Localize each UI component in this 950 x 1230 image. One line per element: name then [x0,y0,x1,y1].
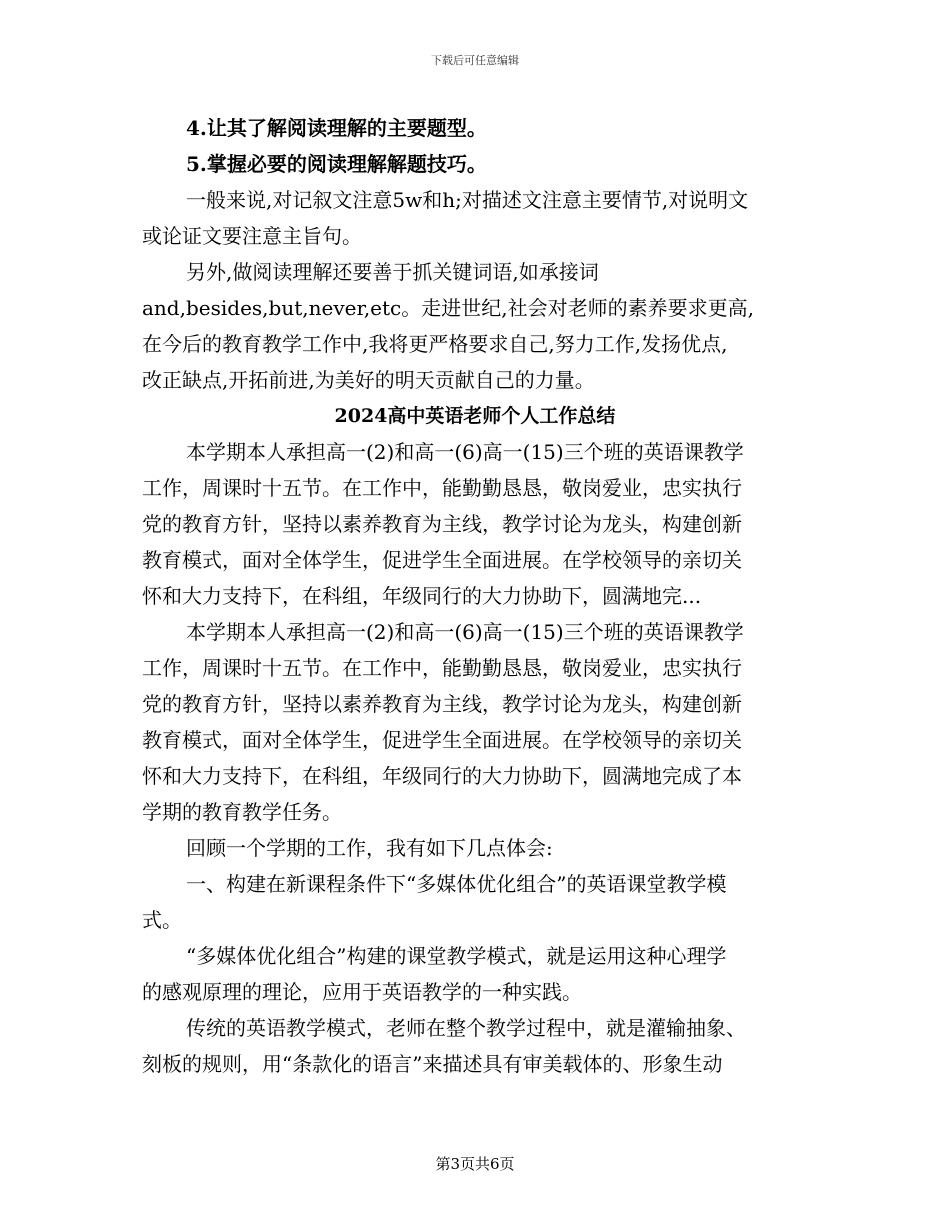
text-line: 另外,做阅读理解还要善于抓关键词语,如承接词 [186,260,599,284]
text-line: 一、构建在新课程条件下“多媒体优化组合”的英语课堂教学模 [186,872,727,896]
text-line: 或论证文要注意主旨句。 [142,224,362,248]
page-number: 第3页共6页 [435,1155,515,1173]
text-line: 式。 [142,908,182,932]
page-header: 下载后可任意编辑 [431,54,519,67]
text-line: 本学期本人承担高一(2)和高一(6)高一(15)三个班的英语课教学 [186,620,744,644]
text-line: 5.掌握必要的阅读理解解题技巧。 [186,152,487,176]
text-line: 改正缺点,开拓前进,为美好的明天贡献自己的力量。 [142,368,595,392]
text-line: 一般来说,对记叙文注意5w和h;对描述文注意主要情节,对说明文 [186,188,749,212]
text-line: 回顾一个学期的工作，我有如下几点体会: [186,836,553,860]
text-line: 本学期本人承担高一(2)和高一(6)高一(15)三个班的英语课教学 [186,440,744,464]
text-line: 工作，周课时十五节。在工作中，能勤勤恳恳，敬岗爱业，忠实执行 [142,476,742,500]
section-title: 2024高中英语老师个人工作总结 [334,405,616,427]
text-line: 学期的教育教学任务。 [142,800,342,824]
text-line: 工作，周课时十五节。在工作中，能勤勤恳恳，敬岗爱业，忠实执行 [142,656,742,680]
text-line: 怀和大力支持下，在科组，年级同行的大力协助下，圆满地完... [142,584,702,608]
text-line: 怀和大力支持下，在科组，年级同行的大力协助下，圆满地完成了本 [142,764,742,788]
text-line: 教育模式，面对全体学生，促进学生全面进展。在学校领导的亲切关 [142,548,742,572]
text-line: 在今后的教育教学工作中,我将更严格要求自己,努力工作,发扬优点, [142,332,728,356]
text-line: and,besides,but,never,etc。走进世纪,社会对老师的素养要求更高, [142,296,754,320]
text-line: 传统的英语教学模式，老师在整个教学过程中，就是灌输抽象、 [186,1016,746,1040]
text-line: 刻板的规则，用“条款化的语言”来描述具有审美载体的、形象生动 [142,1052,723,1076]
text-line: “多媒体优化组合”构建的课堂教学模式，就是运用这种心理学 [186,944,727,968]
text-line: 教育模式，面对全体学生，促进学生全面进展。在学校领导的亲切关 [142,728,742,752]
text-line: 4.让其了解阅读理解的主要题型。 [186,116,487,140]
document-body [142,110,808,1082]
text-line: 党的教育方针，坚持以素养教育为主线，教学讨论为龙头，构建创新 [142,512,742,536]
text-line: 的感观原理的理论，应用于英语教学的一种实践。 [142,980,582,1004]
text-line: 党的教育方针，坚持以素养教育为主线，教学讨论为龙头，构建创新 [142,692,742,716]
